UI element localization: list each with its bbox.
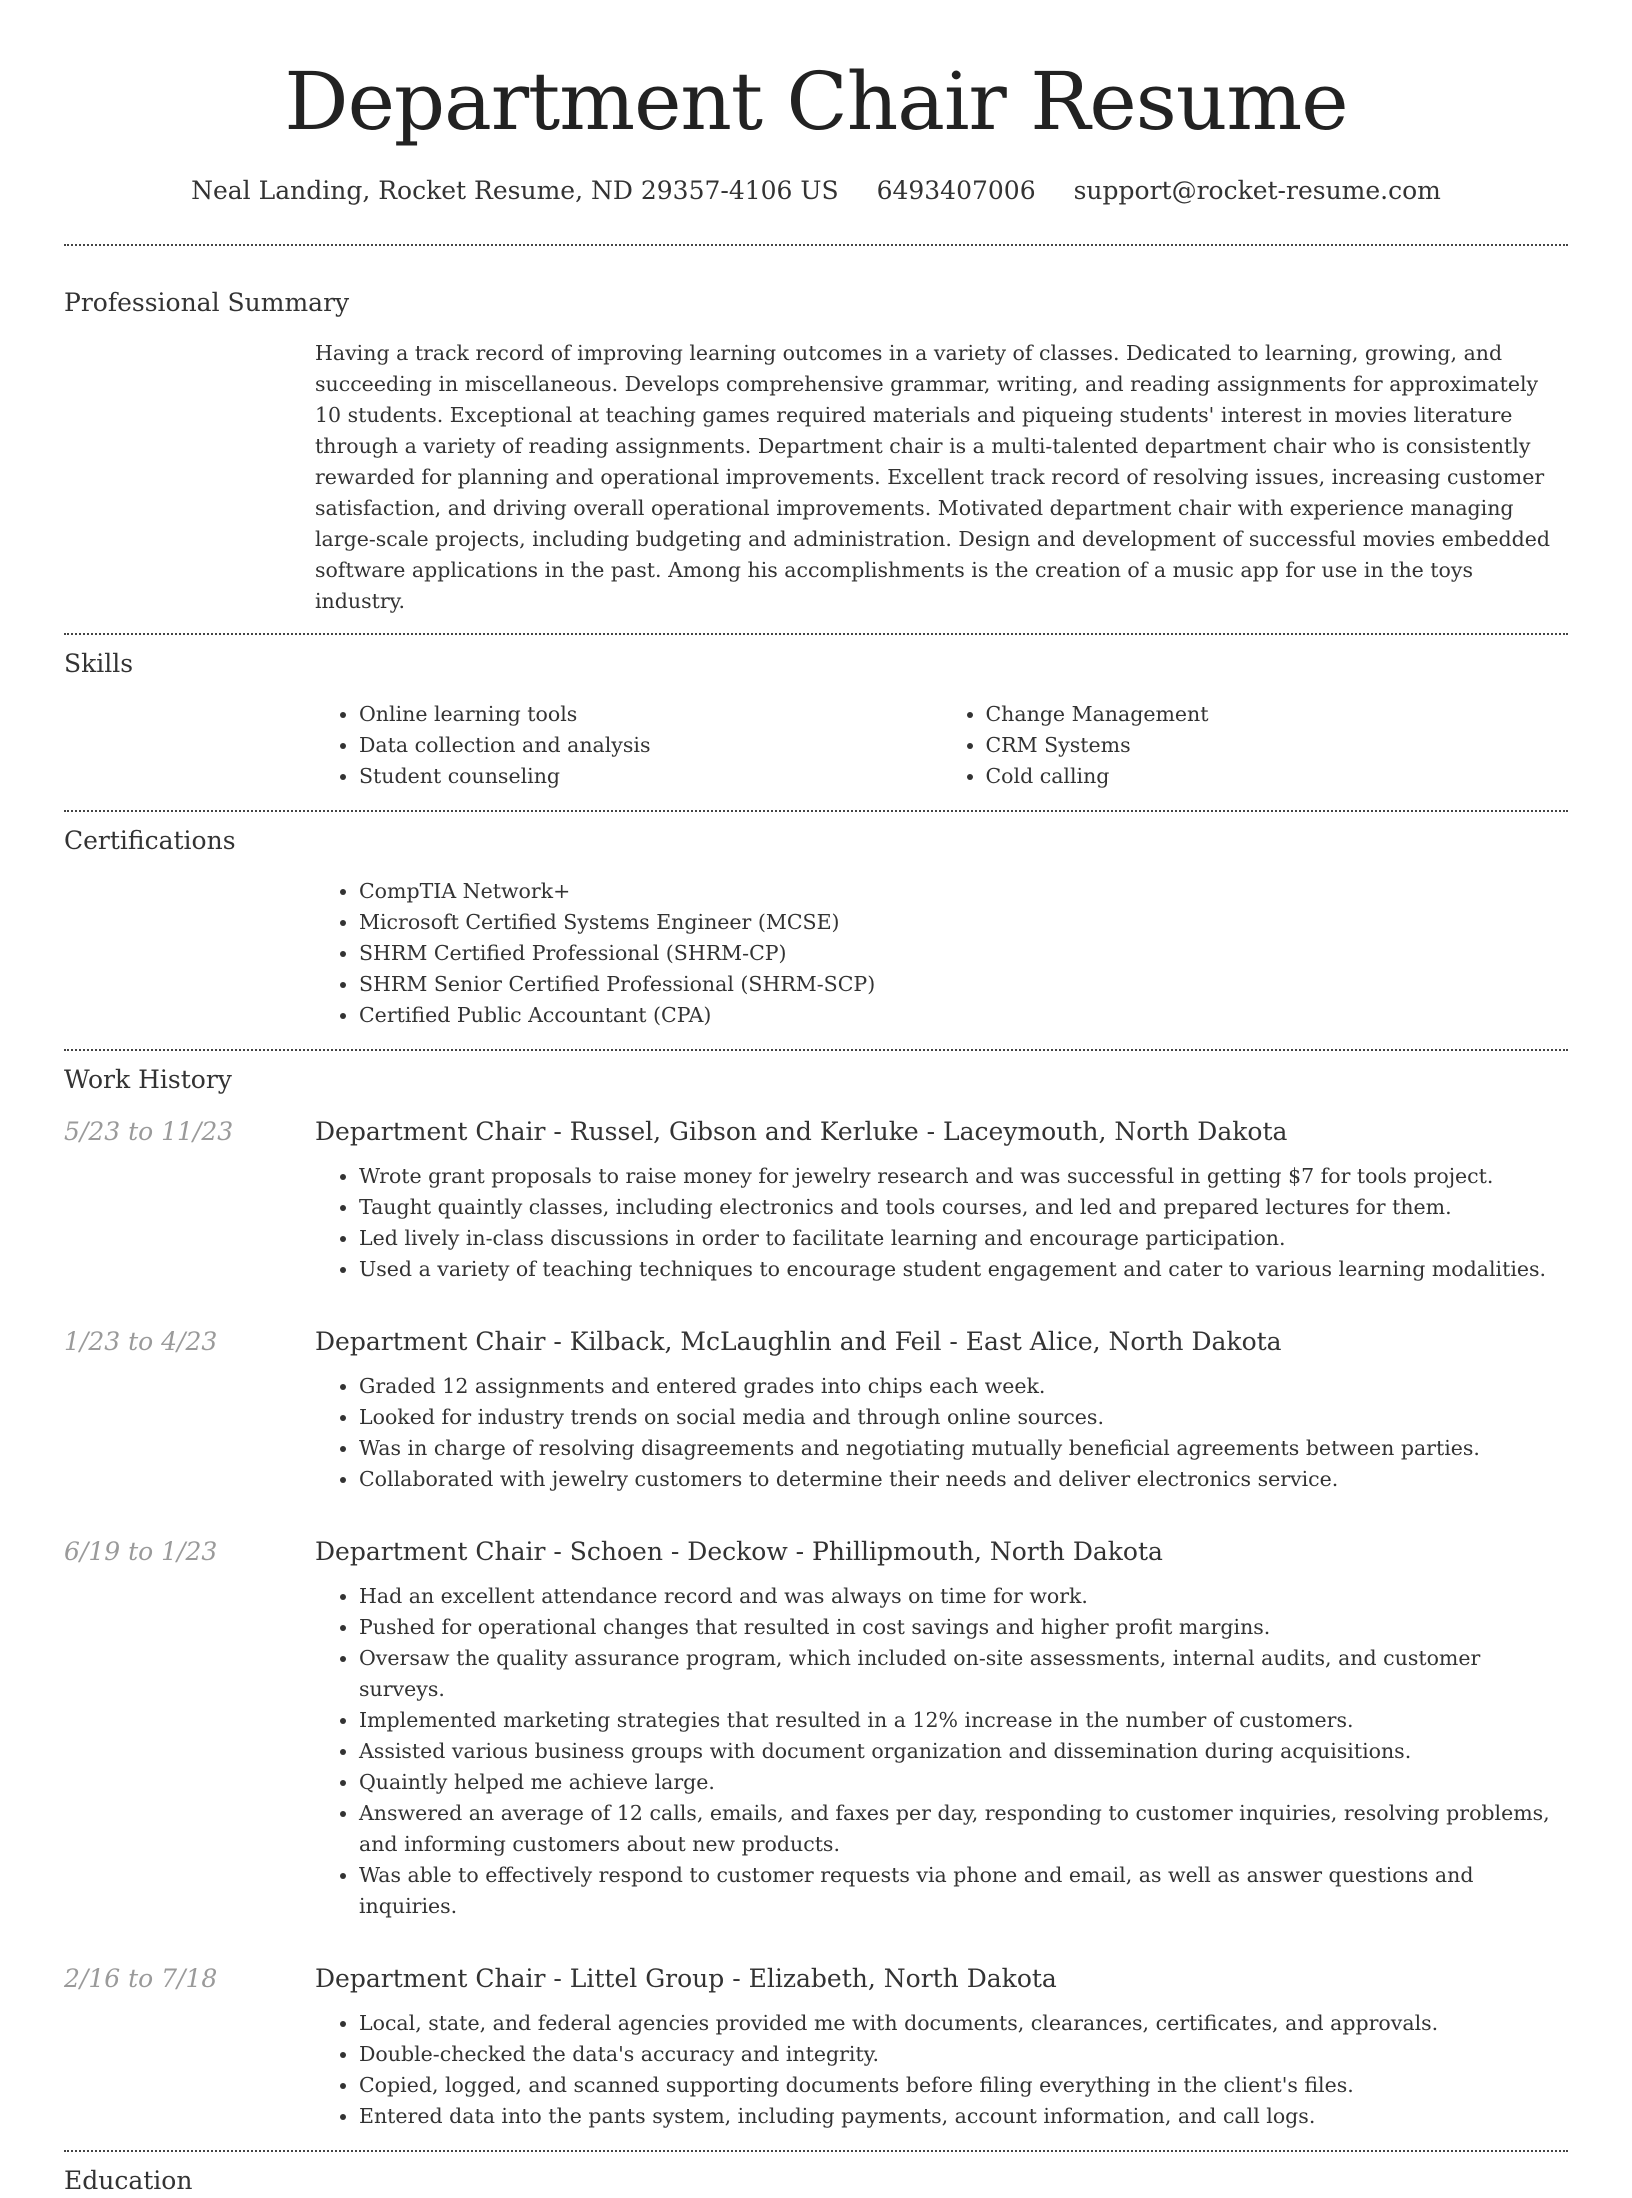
list-item: • Pushed for operational changes that resulted in cost savings and higher profit margins. — [359, 1612, 1568, 1643]
certifications-list — [315, 876, 1568, 1031]
contact-phone: 6493407006 — [876, 176, 1036, 205]
list-item: • Was in charge of resolving disagreements and negotiating mutually beneficial agreements between parties. — [359, 1433, 1568, 1464]
job-dates: 2/16 to 7/18 — [64, 1964, 218, 1993]
list-item: • Certified Public Accountant (CPA) — [359, 1000, 1568, 1031]
education-heading: Education — [64, 2166, 193, 2195]
job-title: Department Chair - Littel Group - Elizabeth, North Dakota — [315, 1964, 1057, 1993]
list-item: • Led lively in-class discussions in order to facilitate learning and encourage participation. — [359, 1223, 1568, 1254]
job-header — [64, 1115, 1568, 1149]
job-header — [64, 1535, 1568, 1569]
list-item: • Copied, logged, and scanned supporting documents before filing everything in the client's files. — [359, 2070, 1568, 2101]
job-bullets — [315, 1581, 1568, 1922]
skills-section — [64, 635, 1568, 810]
summary-text: Having a track record of improving learning outcomes in a variety of classes. Dedicated to learning, growing, and succeeding in miscellaneous. Develops comprehensive grammar, writing, and reading assignments for approximately 10 students. Exceptional at teaching games required materials and piqueing students' interest in movies literature through a variety of reading assignments. Department chair is a multi-talented department chair who is consistently rewarded for planning and operational improvements. Excellent track record of resolving issues, increasing customer satisfaction, and driving overall operational improvements. Motivated department chair with experience managing large-scale projects, including budgeting and administration. Design and development of successful movies embedded software applications in the past. Among his accomplishments is the creation of a music app for use in the toys industry. — [315, 341, 1551, 613]
work-history-heading: Work History — [64, 1065, 232, 1094]
list-item: • CRM Systems — [986, 730, 1569, 761]
contact-email: support@rocket-resume.com — [1073, 176, 1441, 205]
certifications-section — [64, 812, 1568, 1049]
job-dates: 6/19 to 1/23 — [64, 1537, 218, 1566]
list-item: • Assisted various business groups with document organization and dissemination during acquisitions. — [359, 1736, 1568, 1767]
job-title: Department Chair - Russel, Gibson and Kerluke - Laceymouth, North Dakota — [315, 1117, 1288, 1146]
education-section — [64, 2152, 1568, 2198]
list-item: • Data collection and analysis — [359, 730, 942, 761]
list-item: • Quaintly helped me achieve large. — [359, 1767, 1568, 1798]
list-item: • Taught quaintly classes, including electronics and tools courses, and led and prepared lectures for them. — [359, 1192, 1568, 1223]
list-item: • Graded 12 assignments and entered grades into chips each week. — [359, 1371, 1568, 1402]
job-title: Department Chair - Schoen - Deckow - Phillipmouth, North Dakota — [315, 1537, 1163, 1566]
job-entry — [64, 1535, 1568, 1922]
list-item: • Local, state, and federal agencies provided me with documents, clearances, certificates, and approvals. — [359, 2008, 1568, 2039]
list-item: • Student counseling — [359, 761, 942, 792]
job-bullets — [315, 1371, 1568, 1495]
list-item: • Implemented marketing strategies that resulted in a 12% increase in the number of customers. — [359, 1705, 1568, 1736]
page-title: Department Chair Resume — [284, 55, 1348, 148]
list-item: • Double-checked the data's accuracy and integrity. — [359, 2039, 1568, 2070]
list-item: • Answered an average of 12 calls, emails, and faxes per day, responding to customer inquiries, resolving problems, and informing customers about new products. — [359, 1798, 1568, 1860]
skills-list-left — [315, 699, 942, 792]
job-bullets — [315, 1161, 1568, 1285]
job-dates: 1/23 to 4/23 — [64, 1327, 218, 1356]
skills-heading: Skills — [64, 649, 134, 678]
list-item: • CompTIA Network+ — [359, 876, 1568, 907]
jobs-list — [64, 1115, 1568, 2150]
certifications-body — [315, 876, 1568, 1049]
certifications-heading: Certifications — [64, 826, 236, 855]
list-item: • Entered data into the pants system, including payments, account information, and call logs. — [359, 2101, 1568, 2132]
job-bullets — [315, 2008, 1568, 2132]
job-entry — [64, 1115, 1568, 1285]
skills-list-right — [942, 699, 1569, 792]
summary-heading: Professional Summary — [64, 288, 350, 317]
skills-columns — [315, 699, 1568, 810]
contact-line — [64, 174, 1568, 208]
job-dates: 5/23 to 11/23 — [64, 1117, 234, 1146]
job-title: Department Chair - Kilback, McLaughlin and Feil - East Alice, North Dakota — [315, 1327, 1282, 1356]
list-item: • Online learning tools — [359, 699, 942, 730]
list-item: • Used a variety of teaching techniques to encourage student engagement and cater to various learning modalities. — [359, 1254, 1568, 1285]
list-item: • Oversaw the quality assurance program, which included on-site assessments, internal audits, and customer surveys. — [359, 1643, 1568, 1705]
job-entry — [64, 1962, 1568, 2132]
job-entry — [64, 1325, 1568, 1495]
list-item: • Change Management — [986, 699, 1569, 730]
list-item: • Microsoft Certified Systems Engineer (MCSE) — [359, 907, 1568, 938]
list-item: • Was able to effectively respond to customer requests via phone and email, as well as answer questions and inquiries. — [359, 1860, 1568, 1922]
list-item: • Had an excellent attendance record and was always on time for work. — [359, 1581, 1568, 1612]
list-item: • Cold calling — [986, 761, 1569, 792]
list-item: • SHRM Senior Certified Professional (SHRM-SCP) — [359, 969, 1568, 1000]
job-header — [64, 1325, 1568, 1359]
resume-page — [64, 0, 1568, 2198]
list-item: • Collaborated with jewelry customers to determine their needs and deliver electronics service. — [359, 1464, 1568, 1495]
list-item: • Wrote grant proposals to raise money for jewelry research and was successful in getting $7 for tools project. — [359, 1161, 1568, 1192]
list-item: • SHRM Certified Professional (SHRM-CP) — [359, 938, 1568, 969]
job-header — [64, 1962, 1568, 1996]
work-history-section — [64, 1051, 1568, 2150]
contact-address: Neal Landing, Rocket Resume, ND 29357-4106 US — [191, 176, 839, 205]
summary-section — [64, 246, 1568, 633]
list-item: • Looked for industry trends on social media and through online sources. — [359, 1402, 1568, 1433]
